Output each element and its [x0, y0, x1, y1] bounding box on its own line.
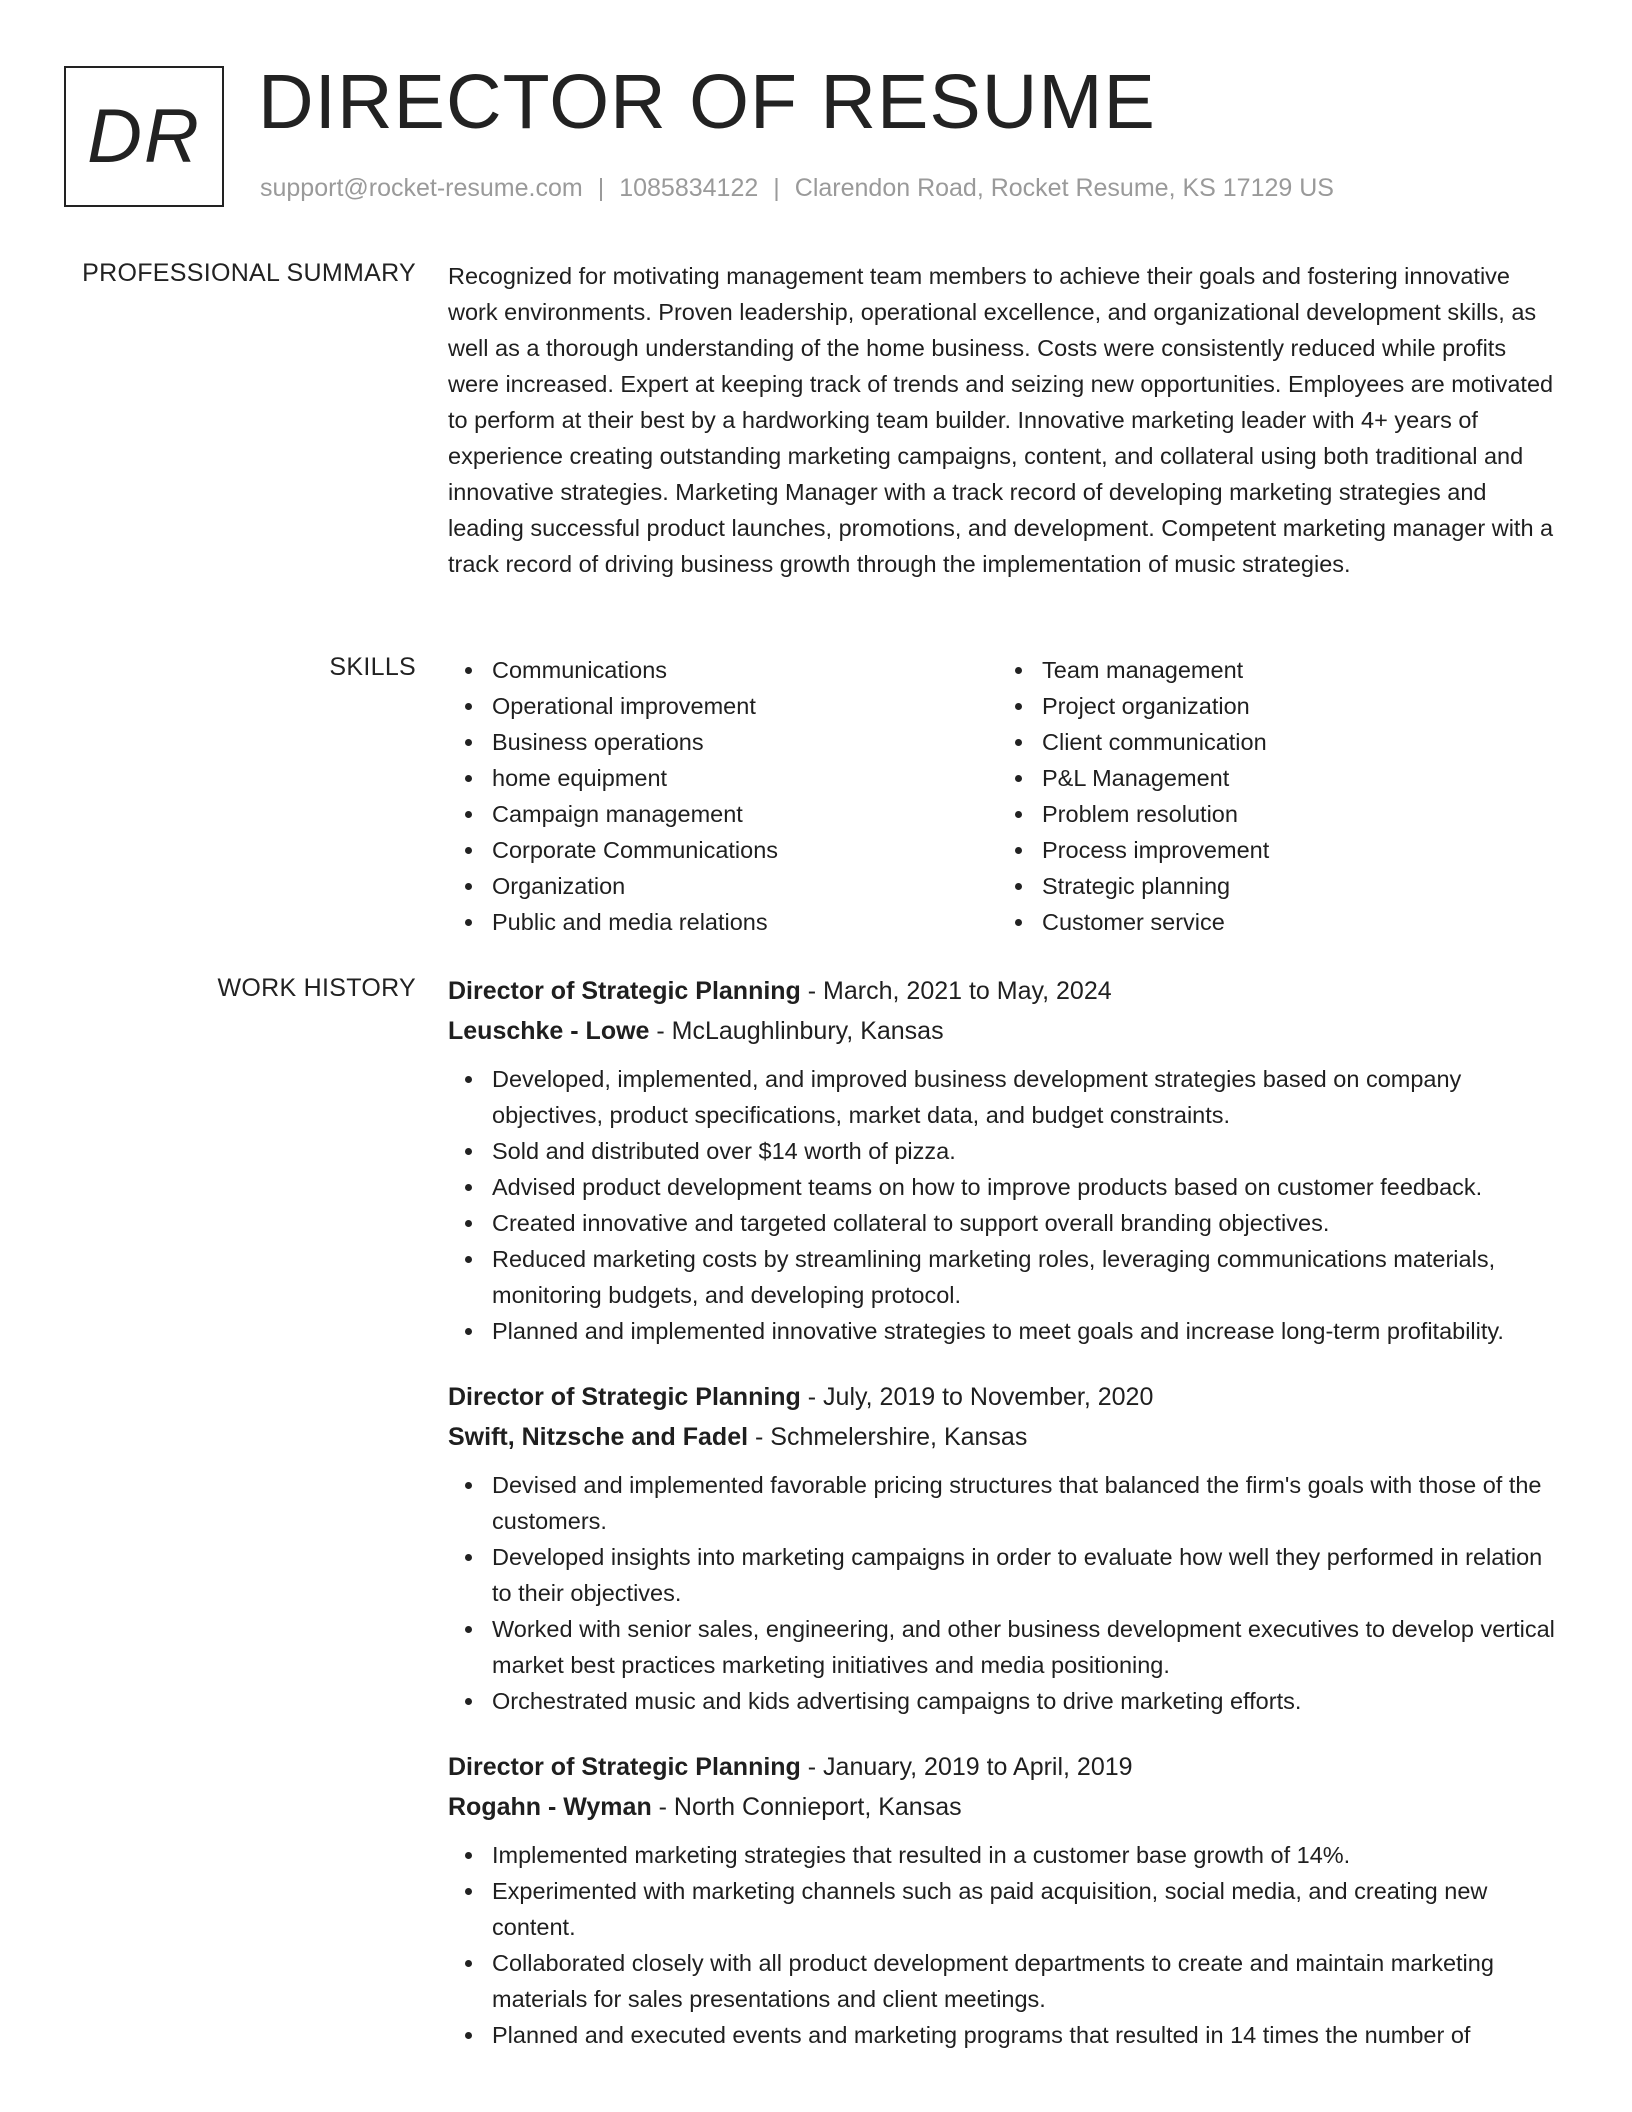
resume-name: DIRECTOR OF RESUME	[258, 59, 1156, 145]
job-bullet: Developed, implemented, and improved business development strategies based on company objectives, product specifications, market data, and budget constraints.	[492, 1061, 1563, 1133]
job-company-line	[448, 1011, 1563, 1051]
job-location: - North Connieport, Kansas	[651, 1793, 962, 1821]
skill-item: home equipment	[492, 760, 778, 796]
skills-body	[448, 652, 1563, 942]
job-bullet: Sold and distributed over $14 worth of pizza.	[492, 1133, 1563, 1169]
job-title: Director of Strategic Planning	[448, 977, 801, 1005]
contact-separator: |	[597, 174, 605, 202]
contact-separator: |	[773, 174, 780, 202]
job-dates: - March, 2021 to May, 2024	[800, 977, 1112, 1005]
job-bullet: Devised and implemented favorable pricing structures that balanced the firm's goals with those of the customers.	[492, 1467, 1563, 1539]
contact-line	[260, 174, 1334, 203]
job-title: Director of Strategic Planning	[448, 1383, 801, 1411]
job-bullet: Collaborated closely with all product development departments to create and maintain marketing materials for sales presentations and client meetings.	[492, 1945, 1563, 2017]
job-title-line	[448, 1377, 1563, 1417]
job-title-line	[448, 1747, 1563, 1787]
contact-address: Clarendon Road, Rocket Resume, KS 17129 US	[794, 174, 1334, 202]
summary-heading: PROFESSIONAL SUMMARY	[82, 259, 416, 287]
job-title: Director of Strategic Planning	[448, 1753, 801, 1781]
job-location: - McLaughlinbury, Kansas	[649, 1017, 944, 1045]
job-bullet: Created innovative and targeted collateral to support overall branding objectives.	[492, 1205, 1563, 1241]
work-body	[448, 971, 1563, 2053]
job-bullets	[448, 1467, 1563, 1719]
skills-list-right	[998, 652, 1269, 940]
skill-item: Client communication	[1042, 724, 1269, 760]
skills-list-left	[448, 652, 778, 940]
work-heading: WORK HISTORY	[217, 974, 416, 1002]
job-entry	[448, 1377, 1563, 1719]
job-company: Leuschke - Lowe	[448, 1017, 650, 1045]
job-dates: - January, 2019 to April, 2019	[800, 1753, 1133, 1781]
skill-item: Process improvement	[1042, 832, 1269, 868]
job-entry	[448, 971, 1563, 1349]
job-company: Rogahn - Wyman	[448, 1793, 652, 1821]
job-dates: - July, 2019 to November, 2020	[800, 1383, 1154, 1411]
contact-email: support@rocket-resume.com	[260, 174, 583, 202]
contact-phone: 1085834122	[619, 174, 759, 202]
job-company-line	[448, 1417, 1563, 1457]
summary-text: Recognized for motivating management team members to achieve their goals and fostering innovative work environments. Proven leadership, operational excellence, and organizational development skills, as well as a thorough understanding of the home business. Costs were consistently reduced while profits were increased. Expert at keeping track of trends and seizing new opportunities. Employees are motivated to perform at their best by a hardworking team builder. Innovative marketing leader with 4+ years of experience creating outstanding marketing campaigns, content, and collateral using both traditional and innovative strategies. Marketing Manager with a track record of developing marketing strategies and leading successful product launches, promotions, and development. Competent marketing manager with a track record of driving business growth through the implementation of music strategies.	[448, 263, 1554, 577]
job-bullet: Planned and implemented innovative strategies to meet goals and increase long-term profitability.	[492, 1313, 1563, 1349]
skill-item: Organization	[492, 868, 778, 904]
skills-heading: SKILLS	[329, 653, 416, 681]
monogram-box	[64, 66, 224, 207]
summary-body	[448, 258, 1563, 582]
job-bullet: Reduced marketing costs by streamlining marketing roles, leveraging communications materials, monitoring budgets, and developing protocol.	[492, 1241, 1563, 1313]
job-bullet: Developed insights into marketing campaigns in order to evaluate how well they performed in relation to their objectives.	[492, 1539, 1563, 1611]
skill-item: Operational improvement	[492, 688, 778, 724]
skill-item: Corporate Communications	[492, 832, 778, 868]
skill-item: Communications	[492, 652, 778, 688]
job-bullet: Planned and executed events and marketing programs that resulted in 14 times the number of	[492, 2017, 1563, 2053]
job-company-line	[448, 1787, 1563, 1827]
job-bullet: Orchestrated music and kids advertising campaigns to drive marketing efforts.	[492, 1683, 1563, 1719]
skill-item: Customer service	[1042, 904, 1269, 940]
skill-item: Team management	[1042, 652, 1269, 688]
job-bullets	[448, 1061, 1563, 1349]
skill-item: Public and media relations	[492, 904, 778, 940]
skill-item: Problem resolution	[1042, 796, 1269, 832]
skill-item: Strategic planning	[1042, 868, 1269, 904]
job-bullets	[448, 1837, 1563, 2053]
job-bullet: Worked with senior sales, engineering, and other business development executives to develop vertical market best practices marketing initiatives and media positioning.	[492, 1611, 1563, 1683]
skill-item: Campaign management	[492, 796, 778, 832]
monogram-initials: DR	[87, 94, 201, 179]
job-bullet: Implemented marketing strategies that resulted in a customer base growth of 14%.	[492, 1837, 1563, 1873]
skill-item: Project organization	[1042, 688, 1269, 724]
job-title-line	[448, 971, 1563, 1011]
job-company: Swift, Nitzsche and Fadel	[448, 1423, 749, 1451]
job-entry	[448, 1747, 1563, 2053]
skill-item: P&L Management	[1042, 760, 1269, 796]
job-location: - Schmelershire, Kansas	[748, 1423, 1028, 1451]
skill-item: Business operations	[492, 724, 778, 760]
job-bullet: Experimented with marketing channels such as paid acquisition, social media, and creating new content.	[492, 1873, 1563, 1945]
job-bullet: Advised product development teams on how to improve products based on customer feedback.	[492, 1169, 1563, 1205]
